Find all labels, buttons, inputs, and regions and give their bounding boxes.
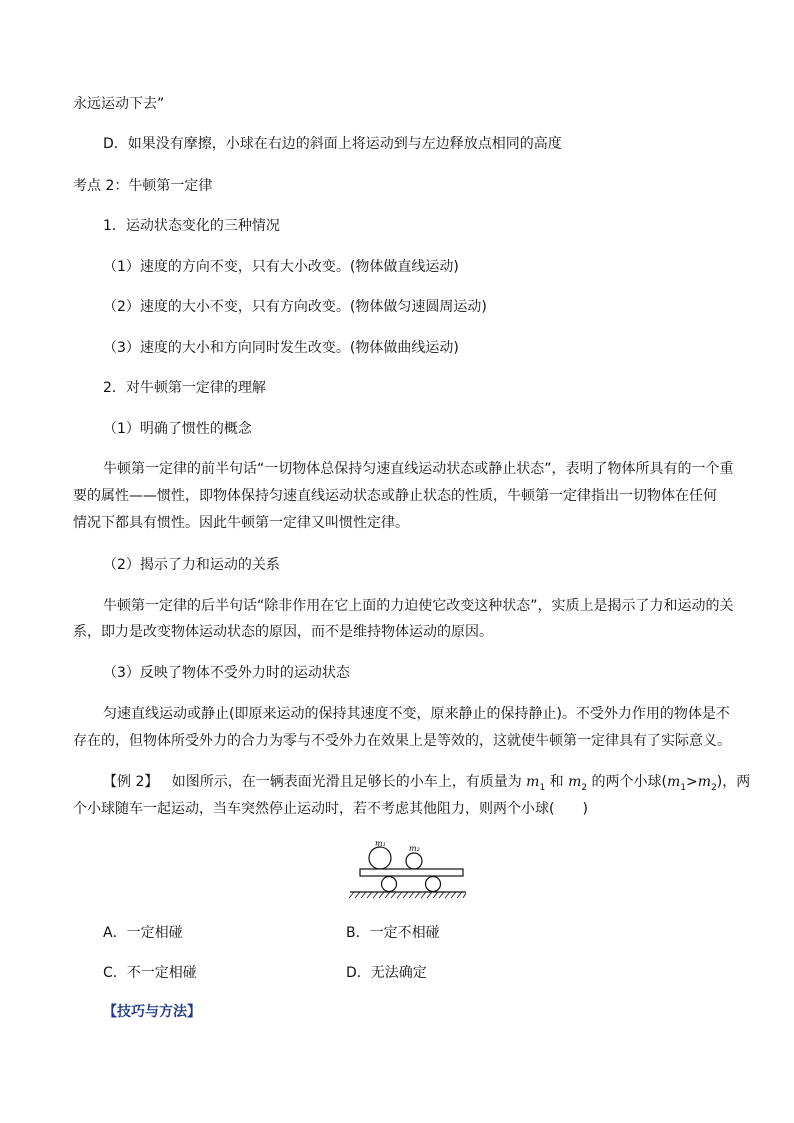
question-text: 的两个小球(: [587, 774, 668, 790]
subheading: （1）明确了惯性的概念: [103, 421, 252, 437]
mass-symbol: m: [667, 774, 681, 790]
list-item: （3）速度的大小和方向同时发生改变。(物体做曲线运动): [103, 340, 459, 356]
example-question-line2: 个小球随车一起运动，当车突然停止运动时，若不考虑其他阻力，则两个小球( ): [73, 801, 588, 817]
tips-heading: 【技巧与方法】: [103, 1004, 201, 1020]
question-text: )，两: [716, 774, 751, 790]
paragraph-line: 要的属性——惯性，即物体保持匀速直线运动状态或静止状态的性质，牛顿第一定律指出一切物体在任何: [73, 488, 717, 504]
mass-symbol: m: [526, 774, 540, 790]
paragraph-line: 牛顿第一定律的前半句话“一切物体总保持匀速直线运动状态或静止状态”，表明了物体所具有的一个重: [103, 461, 734, 477]
mass-subscript: 2: [581, 782, 588, 793]
option-a: A．一定相碰: [103, 925, 183, 941]
option-d: D．无法确定: [346, 965, 427, 981]
example-question: [103, 772, 750, 798]
mass-subscript: 1: [680, 782, 687, 793]
cart-board: [360, 869, 463, 876]
ball-m1: [369, 847, 391, 869]
option-d-previous: D．如果没有摩擦，小球在右边的斜面上将运动到与左边释放点相同的高度: [103, 136, 562, 152]
list-item: （1）速度的方向不变，只有大小改变。(物体做直线运动): [103, 259, 459, 275]
paragraph-line: 匀速直线运动或静止(即原来运动的保持其速度不变，原来静止的保持静止)。不受外力作用的物体是不: [103, 706, 730, 722]
list-item: （2）速度的大小不变，只有方向改变。(物体做匀速圆周运动): [103, 299, 487, 315]
paragraph-line: 系，即力是改变物体运动状态的原因，而不是维持物体运动的原因。: [73, 624, 493, 640]
cart-wheel: [426, 877, 441, 892]
example-label: 【例 2】: [103, 774, 159, 790]
cart-wheel: [382, 877, 397, 892]
ball-m2-label: m₂: [409, 844, 420, 853]
option-b: B．一定不相碰: [346, 925, 440, 941]
text-line: 永远运动下去”: [73, 96, 165, 112]
paragraph-line: 情况下都具有惯性。因此牛顿第一定律又叫惯性定律。: [73, 515, 409, 531]
cart-figure: [346, 838, 468, 904]
paragraph-line: 牛顿第一定律的后半句话“除非作用在它上面的力迫使它改变这种状态”，实质上是揭示了力和运动的关: [103, 598, 734, 614]
subheading: 1．运动状态变化的三种情况: [103, 218, 280, 234]
ball-m1-label: m₁: [375, 839, 386, 848]
subheading: （3）反映了物体不受外力时的运动状态: [103, 665, 350, 681]
option-c: C．不一定相碰: [103, 965, 197, 981]
comparison-operator: >: [686, 774, 698, 790]
mass-symbol: m: [568, 774, 582, 790]
section-heading: 考点 2：牛顿第一定律: [73, 178, 213, 194]
ground-hatching: [349, 892, 466, 898]
subheading: （2）揭示了力和运动的关系: [103, 557, 280, 573]
mass-symbol: m: [697, 774, 712, 790]
mass-subscript: 2: [711, 782, 717, 793]
question-text: 和: [545, 774, 569, 790]
mass-subscript: 1: [539, 782, 546, 793]
question-text: 如图所示，在一辆表面光滑且足够长的小车上，有质量为: [171, 774, 527, 790]
subheading: 2．对牛顿第一定律的理解: [103, 380, 266, 396]
ball-m2: [406, 853, 422, 869]
paragraph-line: 存在的，但物体所受外力的合力为零与不受外力在效果上是等效的，这就使牛顿第一定律具有了实际意义。: [73, 733, 731, 749]
